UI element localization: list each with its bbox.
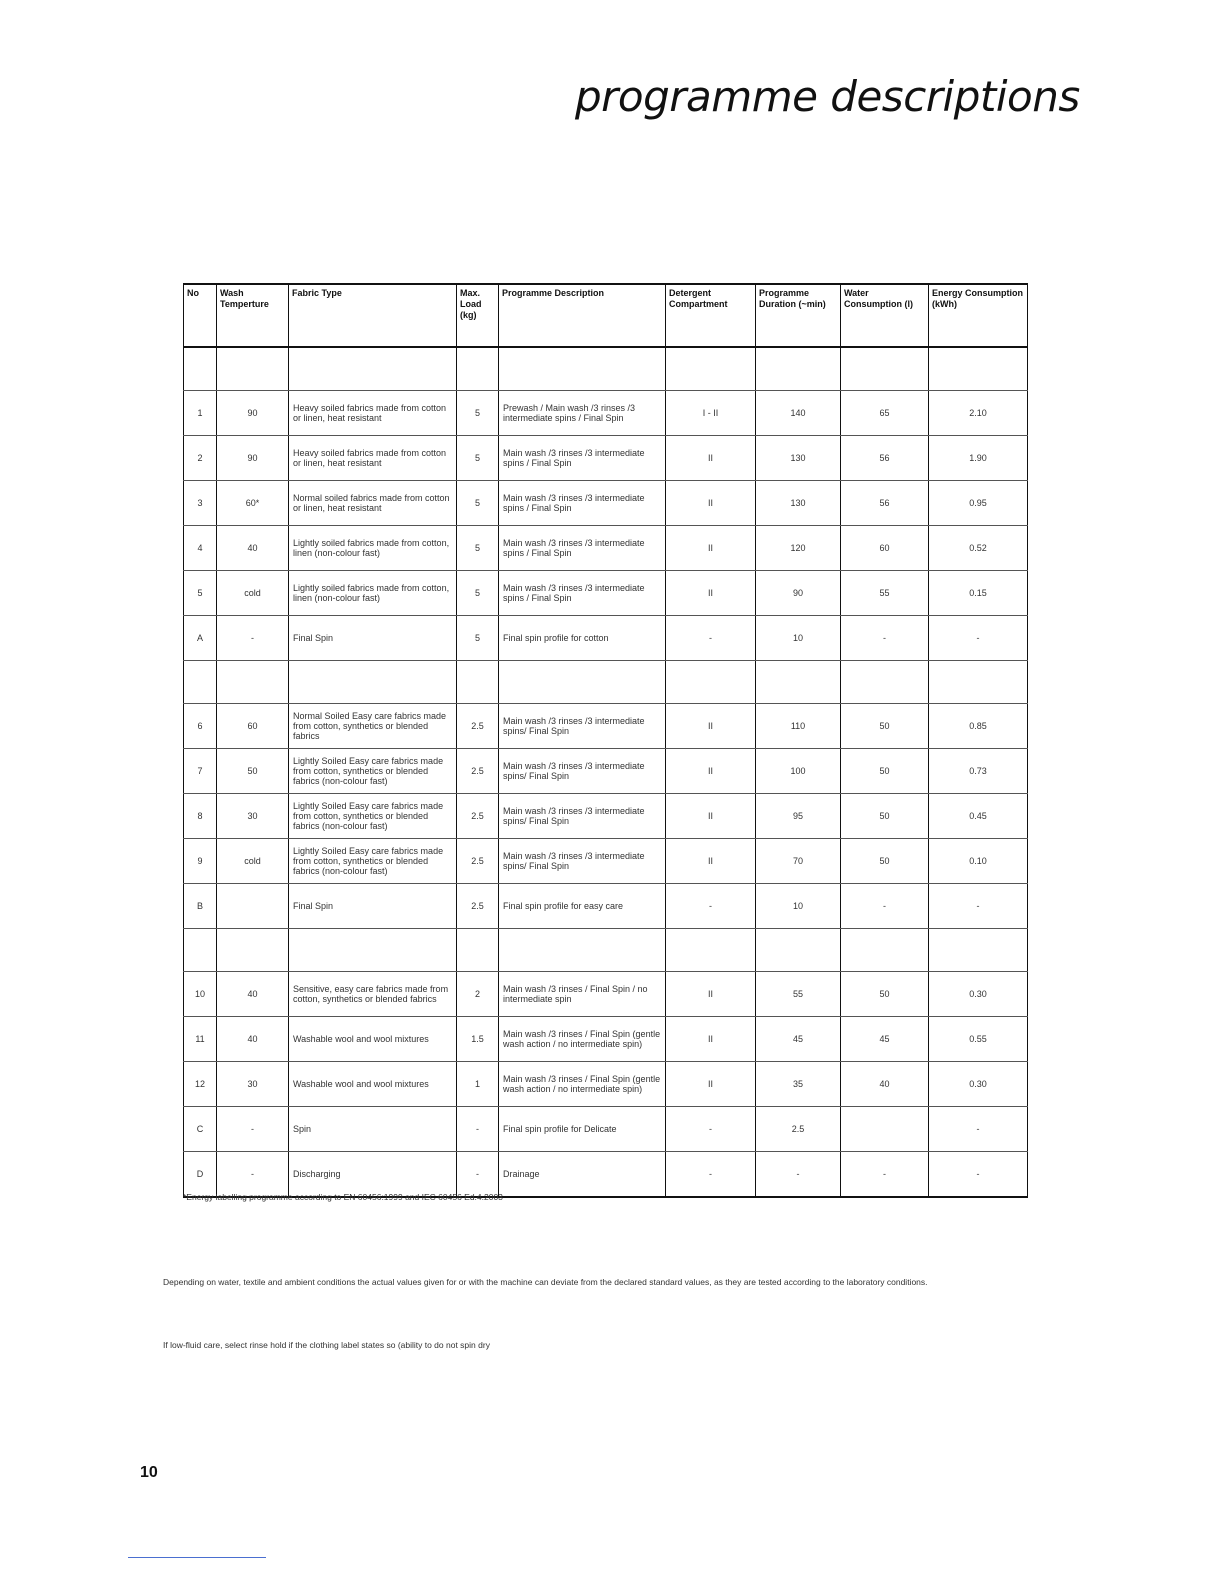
cell-dur: 90 [756, 571, 841, 616]
cell-fabric: Sensitive, easy care fabrics made from cotton, synthetics or blended fabrics [289, 972, 457, 1017]
cell-det: - [666, 1107, 756, 1152]
cell-load: 2.5 [457, 794, 499, 839]
table-row [184, 1107, 1028, 1152]
cell-water: 50 [841, 749, 929, 794]
cell-det: II [666, 481, 756, 526]
cell-temp: 60 [217, 704, 289, 749]
cell-temp: - [217, 1152, 289, 1198]
table-header-row [184, 284, 1028, 347]
table-row [184, 481, 1028, 526]
cell-det: II [666, 839, 756, 884]
cell-dur: 140 [756, 391, 841, 436]
cell-desc: Main wash /3 rinses / Final Spin / no intermediate spin [499, 972, 666, 1017]
cell-load: - [457, 1107, 499, 1152]
programme-table [183, 283, 1028, 1198]
table-row [184, 526, 1028, 571]
table-row [184, 839, 1028, 884]
cell-temp: 60* [217, 481, 289, 526]
cell-energy: 0.30 [929, 1062, 1028, 1107]
cell-dur: 100 [756, 749, 841, 794]
cell-desc: Final spin profile for Delicate [499, 1107, 666, 1152]
spacer-cell [289, 347, 457, 391]
cell-water: 50 [841, 794, 929, 839]
spacer-cell [666, 661, 756, 704]
cell-load: 5 [457, 481, 499, 526]
cell-temp: - [217, 616, 289, 661]
header-fabric-type: Fabric Type [289, 284, 457, 347]
cell-det: - [666, 884, 756, 929]
cell-desc: Main wash /3 rinses /3 intermediate spins / Final Spin [499, 481, 666, 526]
cell-dur: 2.5 [756, 1107, 841, 1152]
cell-fabric: Lightly Soiled Easy care fabrics made from cotton, synthetics or blended fabrics (non-colour fast) [289, 794, 457, 839]
cell-fabric: Final Spin [289, 616, 457, 661]
cell-no: D [184, 1152, 217, 1198]
cell-temp: 90 [217, 391, 289, 436]
cell-det: II [666, 704, 756, 749]
table-row [184, 1017, 1028, 1062]
cell-det: - [666, 616, 756, 661]
spacer-cell [499, 347, 666, 391]
cell-water: - [841, 884, 929, 929]
cell-temp: 40 [217, 526, 289, 571]
cell-dur: 55 [756, 972, 841, 1017]
cell-no: C [184, 1107, 217, 1152]
cell-desc: Main wash /3 rinses /3 intermediate spins / Final Spin [499, 436, 666, 481]
cell-det: II [666, 1017, 756, 1062]
spacer-cell [184, 347, 217, 391]
header-energy-consumption: Energy Consumption (kWh) [929, 284, 1028, 347]
cell-fabric: Lightly Soiled Easy care fabrics made from cotton, synthetics or blended fabrics (non-colour fast) [289, 839, 457, 884]
cell-det: II [666, 571, 756, 616]
cell-energy: 0.95 [929, 481, 1028, 526]
header-programme-duration: Programme Duration (~min) [756, 284, 841, 347]
cell-energy: 0.73 [929, 749, 1028, 794]
cell-dur: 10 [756, 884, 841, 929]
cell-temp: 40 [217, 1017, 289, 1062]
cell-load: 1.5 [457, 1017, 499, 1062]
cell-water: 50 [841, 972, 929, 1017]
cell-energy: - [929, 616, 1028, 661]
spacer-cell [841, 929, 929, 972]
cell-water: - [841, 1152, 929, 1198]
programme-table-wrapper [183, 283, 1027, 1198]
table-row [184, 391, 1028, 436]
cell-dur: 95 [756, 794, 841, 839]
cell-load: 5 [457, 616, 499, 661]
table-row [184, 616, 1028, 661]
cell-energy: - [929, 1107, 1028, 1152]
cell-no: 2 [184, 436, 217, 481]
header-no: No [184, 284, 217, 347]
cell-water [841, 1107, 929, 1152]
cell-water: - [841, 616, 929, 661]
cell-det: II [666, 436, 756, 481]
cell-energy: 0.45 [929, 794, 1028, 839]
spacer-cell [756, 661, 841, 704]
cell-det: II [666, 526, 756, 571]
cell-dur: 120 [756, 526, 841, 571]
spacer-cell [756, 347, 841, 391]
cell-no: 11 [184, 1017, 217, 1062]
spacer-cell [289, 929, 457, 972]
cell-dur: 70 [756, 839, 841, 884]
cell-temp: cold [217, 571, 289, 616]
cell-fabric: Lightly soiled fabrics made from cotton, linen (non-colour fast) [289, 571, 457, 616]
cell-det: II [666, 1062, 756, 1107]
cell-energy: 0.10 [929, 839, 1028, 884]
cell-det: II [666, 794, 756, 839]
cell-temp: 30 [217, 1062, 289, 1107]
cell-water: 65 [841, 391, 929, 436]
cell-desc: Main wash /3 rinses / Final Spin (gentle wash action / no intermediate spin) [499, 1062, 666, 1107]
spacer-cell [457, 661, 499, 704]
cell-no: A [184, 616, 217, 661]
table-row [184, 571, 1028, 616]
spin-note: If low-fluid care, select rinse hold if the clothing label states so (ability to do not spin dry [163, 1340, 490, 1350]
cell-fabric: Lightly Soiled Easy care fabrics made from cotton, synthetics or blended fabrics (non-colour fast) [289, 749, 457, 794]
header-wash-temperature: Wash Temperture [217, 284, 289, 347]
table-row [184, 794, 1028, 839]
spacer-cell [184, 929, 217, 972]
table-row [184, 749, 1028, 794]
cell-no: 3 [184, 481, 217, 526]
table-spacer-row [184, 929, 1028, 972]
cell-energy: 2.10 [929, 391, 1028, 436]
cell-fabric: Heavy soiled fabrics made from cotton or linen, heat resistant [289, 391, 457, 436]
spacer-cell [666, 929, 756, 972]
cell-energy: 0.52 [929, 526, 1028, 571]
spacer-cell [184, 661, 217, 704]
table-spacer-row [184, 347, 1028, 391]
header-max-load: Max. Load (kg) [457, 284, 499, 347]
cell-desc: Main wash /3 rinses /3 intermediate spins/ Final Spin [499, 839, 666, 884]
cell-water: 56 [841, 436, 929, 481]
spacer-cell [499, 929, 666, 972]
cell-dur: 10 [756, 616, 841, 661]
cell-load: 2.5 [457, 884, 499, 929]
cell-desc: Main wash /3 rinses /3 intermediate spins/ Final Spin [499, 704, 666, 749]
cell-water: 56 [841, 481, 929, 526]
cell-temp: - [217, 1107, 289, 1152]
cell-fabric: Washable wool and wool mixtures [289, 1062, 457, 1107]
page-number: 10 [140, 1464, 158, 1481]
cell-no: 4 [184, 526, 217, 571]
cell-fabric: Discharging [289, 1152, 457, 1198]
cell-fabric: Spin [289, 1107, 457, 1152]
cell-temp: 90 [217, 436, 289, 481]
header-water-consumption: Water Consumption (l) [841, 284, 929, 347]
cell-water: 55 [841, 571, 929, 616]
cell-temp: cold [217, 839, 289, 884]
spacer-cell [841, 347, 929, 391]
cell-fabric: Final Spin [289, 884, 457, 929]
cell-temp: 50 [217, 749, 289, 794]
spacer-cell [756, 929, 841, 972]
spacer-cell [666, 347, 756, 391]
cell-load: 1 [457, 1062, 499, 1107]
cell-water: 40 [841, 1062, 929, 1107]
cell-dur: 110 [756, 704, 841, 749]
cell-load: 5 [457, 526, 499, 571]
cell-no: 9 [184, 839, 217, 884]
cell-fabric: Lightly soiled fabrics made from cotton, linen (non-colour fast) [289, 526, 457, 571]
table-row [184, 972, 1028, 1017]
spacer-cell [929, 929, 1028, 972]
cell-desc: Prewash / Main wash /3 rinses /3 intermediate spins / Final Spin [499, 391, 666, 436]
cell-no: 1 [184, 391, 217, 436]
spacer-cell [217, 929, 289, 972]
header-programme-description: Programme Description [499, 284, 666, 347]
table-spacer-row [184, 661, 1028, 704]
cell-load: 2.5 [457, 839, 499, 884]
cell-water: 50 [841, 839, 929, 884]
cell-energy: - [929, 884, 1028, 929]
cell-no: 6 [184, 704, 217, 749]
cell-desc: Drainage [499, 1152, 666, 1198]
table-footnote: *Energy labelling programme according to EN 60456:1999 and IEC 60456 Ed.4.2003 [183, 1192, 503, 1202]
cell-det: - [666, 1152, 756, 1198]
spacer-cell [217, 661, 289, 704]
table-row [184, 884, 1028, 929]
cell-no: 10 [184, 972, 217, 1017]
spacer-cell [499, 661, 666, 704]
cell-desc: Final spin profile for easy care [499, 884, 666, 929]
cell-desc: Main wash /3 rinses /3 intermediate spins / Final Spin [499, 526, 666, 571]
cell-fabric: Washable wool and wool mixtures [289, 1017, 457, 1062]
cell-desc: Main wash /3 rinses / Final Spin (gentle wash action / no intermediate spin) [499, 1017, 666, 1062]
cell-water: 45 [841, 1017, 929, 1062]
cell-load: 5 [457, 391, 499, 436]
cell-fabric: Normal Soiled Easy care fabrics made from cotton, synthetics or blended fabrics [289, 704, 457, 749]
cell-load: - [457, 1152, 499, 1198]
cell-desc: Final spin profile for cotton [499, 616, 666, 661]
cell-desc: Main wash /3 rinses /3 intermediate spins/ Final Spin [499, 749, 666, 794]
cell-no: B [184, 884, 217, 929]
cell-det: II [666, 972, 756, 1017]
cell-load: 2 [457, 972, 499, 1017]
cell-temp: 40 [217, 972, 289, 1017]
table-row [184, 1062, 1028, 1107]
spacer-cell [929, 347, 1028, 391]
cell-energy: 0.55 [929, 1017, 1028, 1062]
table-row [184, 436, 1028, 481]
cell-dur: 35 [756, 1062, 841, 1107]
page-title: programme descriptions [575, 72, 1080, 121]
spacer-cell [457, 347, 499, 391]
spacer-cell [929, 661, 1028, 704]
cell-desc: Main wash /3 rinses /3 intermediate spins/ Final Spin [499, 794, 666, 839]
table-row [184, 704, 1028, 749]
cell-dur: 45 [756, 1017, 841, 1062]
cell-no: 12 [184, 1062, 217, 1107]
cell-load: 5 [457, 436, 499, 481]
cell-load: 5 [457, 571, 499, 616]
cell-desc: Main wash /3 rinses /3 intermediate spins / Final Spin [499, 571, 666, 616]
spacer-cell [457, 929, 499, 972]
cell-water: 60 [841, 526, 929, 571]
cell-energy: - [929, 1152, 1028, 1198]
cell-fabric: Heavy soiled fabrics made from cotton or linen, heat resistant [289, 436, 457, 481]
cell-energy: 0.30 [929, 972, 1028, 1017]
bottom-rule [128, 1557, 266, 1558]
cell-energy: 1.90 [929, 436, 1028, 481]
spacer-cell [289, 661, 457, 704]
cell-load: 2.5 [457, 749, 499, 794]
spacer-cell [841, 661, 929, 704]
cell-energy: 0.85 [929, 704, 1028, 749]
cell-no: 5 [184, 571, 217, 616]
deviation-note: Depending on water, textile and ambient conditions the actual values given for or with the machine can deviate from the declared standard values, as they are tested according to the laboratory conditions. [163, 1277, 928, 1287]
cell-energy: 0.15 [929, 571, 1028, 616]
header-detergent-compartment: Detergent Compartment [666, 284, 756, 347]
cell-dur: - [756, 1152, 841, 1198]
cell-det: II [666, 749, 756, 794]
cell-load: 2.5 [457, 704, 499, 749]
cell-fabric: Normal soiled fabrics made from cotton or linen, heat resistant [289, 481, 457, 526]
cell-temp: 30 [217, 794, 289, 839]
cell-dur: 130 [756, 436, 841, 481]
spacer-cell [217, 347, 289, 391]
table-row [184, 1152, 1028, 1198]
cell-water: 50 [841, 704, 929, 749]
cell-det: I - II [666, 391, 756, 436]
cell-no: 7 [184, 749, 217, 794]
cell-dur: 130 [756, 481, 841, 526]
cell-no: 8 [184, 794, 217, 839]
cell-temp [217, 884, 289, 929]
